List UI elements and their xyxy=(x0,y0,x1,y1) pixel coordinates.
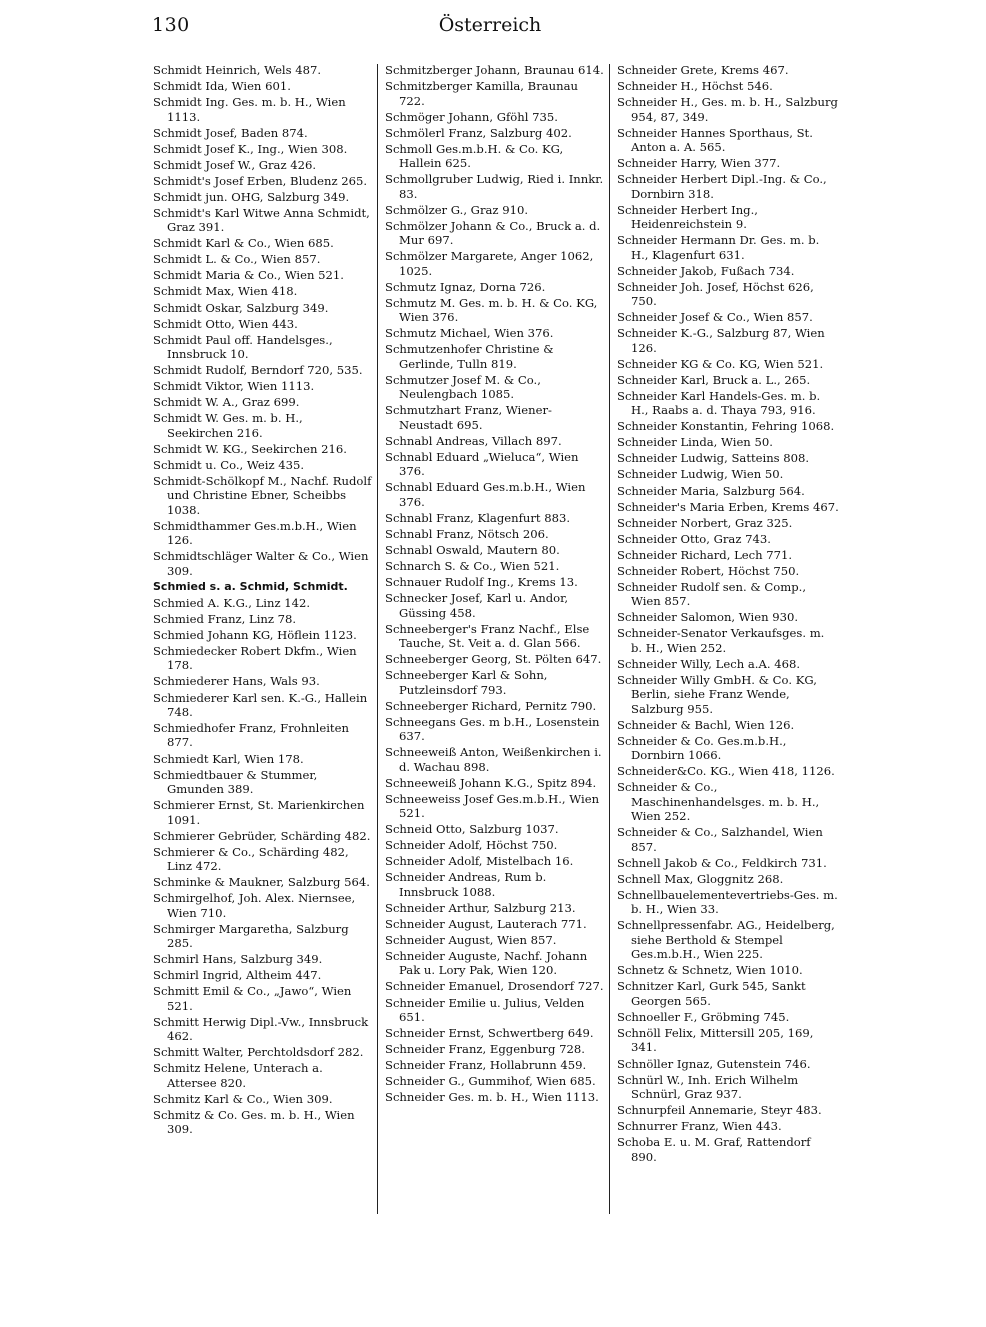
directory-entry: Schneider & Co. Ges.m.b.H., Dornbirn 1066. xyxy=(617,733,787,763)
directory-entry: Schmutzenhofer Christine & Gerlinde, Tulln 819. xyxy=(385,342,554,371)
directory-entry: Schnecker Josef, Karl u. Andor, Güssing 458. xyxy=(385,591,569,620)
directory-entry: Schneeberger Richard, Pernitz 790. xyxy=(385,698,597,713)
directory-entry: Schneider Franz, Hollabrunn 459. xyxy=(385,1058,587,1073)
directory-entry: Schneider Emanuel, Drosendorf 727. xyxy=(385,979,604,994)
directory-entry: Schneider & Bachl, Wien 126. xyxy=(617,717,795,732)
directory-entry: Schneeweiss Josef Ges.m.b.H., Wien 521. xyxy=(385,791,600,821)
directory-entry: Schmidt u. Co., Weiz 435. xyxy=(153,457,305,472)
directory-entry: Schmitz & Co. Ges. m. b. H., Wien 309. xyxy=(153,1107,355,1137)
directory-entry: Schmirl Hans, Salzburg 349. xyxy=(153,952,323,967)
directory-entry: Schmitt Emil & Co., „Jawo“, Wien 521. xyxy=(153,984,352,1013)
directory-entry: Schneider Richard, Lech 771. xyxy=(617,547,793,562)
directory-entry: Schneider Jakob, Fußach 734. xyxy=(617,263,795,278)
directory-entry: Schmidt Rudolf, Berndorf 720, 535. xyxy=(153,363,363,378)
directory-entry: Schneeberger's Franz Nachf., Else Tauche, St. Veit a. d. Glan 566. xyxy=(385,621,590,651)
directory-entry: Schmidt Paul off. Handelsges., Innsbruck 10. xyxy=(153,332,333,362)
directory-entry: Schneider August, Lauterach 771. xyxy=(385,916,587,931)
directory-entry: Schneider G., Gummihof, Wien 685. xyxy=(385,1074,596,1089)
directory-entry: Schneider H., Höchst 546. xyxy=(617,79,773,94)
directory-entry: Schmidt jun. OHG, Salzburg 349. xyxy=(153,189,350,204)
page-number: 130 xyxy=(152,14,190,36)
directory-entry: Schneider Auguste, Nachf. Johann Pak u. Lory Pak, Wien 120. xyxy=(385,948,588,978)
directory-entry: Schnabl Oswald, Mautern 80. xyxy=(385,542,560,557)
directory-entry: Schmidt W. A., Graz 699. xyxy=(153,395,300,410)
directory-entry: Schmidt L. & Co., Wien 857. xyxy=(153,252,321,267)
directory-entry: Schneider & Co., Salzhandel, Wien 857. xyxy=(617,825,823,854)
page-title: Österreich xyxy=(438,14,542,36)
directory-entry: Schmidt Max, Wien 418. xyxy=(153,284,298,299)
directory-entry: Schmutz M. Ges. m. b. H. & Co. KG, Wien 376. xyxy=(385,295,598,325)
directory-entry: Schneider H., Ges. m. b. H., Salzburg 954, 87, 349. xyxy=(617,95,838,124)
directory-entry: Schnöll Felix, Mittersill 205, 169, 341. xyxy=(617,1026,814,1055)
directory-entry: Schmutz Ignaz, Dorna 726. xyxy=(385,279,546,294)
directory-entry: Schneider Hermann Dr. Ges. m. b. H., Klagenfurt 631. xyxy=(617,233,820,262)
directory-entry: Schneider Herbert Ing., Heidenreichstein 9. xyxy=(617,202,758,232)
directory-entry: Schneider Rudolf sen. & Comp., Wien 857. xyxy=(617,579,807,609)
directory-entry: Schmutzer Josef M. & Co., Neulengbach 1085. xyxy=(385,372,541,402)
directory-entry: Schmidt Josef, Baden 874. xyxy=(153,125,308,140)
directory-entry: Schmölzer G., Graz 910. xyxy=(385,202,529,217)
directory-entry: Schmiedecker Robert Dkfm., Wien 178. xyxy=(153,643,357,673)
directory-entry: Schnöller Ignaz, Gutenstein 746. xyxy=(617,1056,811,1071)
directory-entry: Schneider Linda, Wien 50. xyxy=(617,435,773,450)
directory-entry: Schnurpfeil Annemarie, Steyr 483. xyxy=(617,1103,822,1118)
directory-entry: Schmoll Ges.m.b.H. & Co. KG, Hallein 625. xyxy=(385,141,564,171)
directory-entry: Schmied A. K.G., Linz 142. xyxy=(153,595,311,610)
directory-entry: Schmirl Ingrid, Altheim 447. xyxy=(153,968,322,983)
directory-entry: Schmollgruber Ludwig, Ried i. Innkr. 83. xyxy=(385,172,604,201)
directory-entry: Schnell Jakob & Co., Feldkirch 731. xyxy=(617,855,827,870)
directory-entry: Schnell Max, Gloggnitz 268. xyxy=(617,871,784,886)
directory-entry: Schmölerl Franz, Salzburg 402. xyxy=(385,125,572,140)
directory-entry: Schneeweiß Anton, Weißenkirchen i. d. Wachau 898. xyxy=(385,745,602,774)
directory-entry: Schneider Ernst, Schwertberg 649. xyxy=(385,1026,594,1041)
directory-entry: Schmutzhart Franz, Wiener-Neustadt 695. xyxy=(385,403,552,432)
directory-entry: Schmidthammer Ges.m.b.H., Wien 126. xyxy=(153,518,357,548)
directory-entry: Schnauer Rudolf Ing., Krems 13. xyxy=(385,575,578,590)
directory-entry: Schmidt Josef K., Ing., Wien 308. xyxy=(153,141,348,156)
directory-entry: Schmirgelhof, Joh. Alex. Niernsee, Wien 710. xyxy=(153,891,356,920)
directory-entry: Schneider Willy, Lech a.A. 468. xyxy=(617,656,801,671)
directory-entry: Schnoeller F., Gröbming 745. xyxy=(617,1009,790,1024)
directory-entry: Schneid Otto, Salzburg 1037. xyxy=(385,822,559,837)
directory-entry: Schneeweiß Johann K.G., Spitz 894. xyxy=(385,775,597,790)
directory-entry: Schmiederer Karl sen. K.-G., Hallein 748. xyxy=(153,690,368,719)
directory-entry: Schneider Arthur, Salzburg 213. xyxy=(385,900,576,915)
directory-entry: Schnellpressenfabr. AG., Heidelberg, siehe Berthold & Stempel Ges.m.b.H., Wien 225. xyxy=(617,918,835,962)
directory-entry: Schneider K.-G., Salzburg 87, Wien 126. xyxy=(617,326,825,355)
directory-entry: Schneider Harry, Wien 377. xyxy=(617,156,781,171)
directory-entry: Schneider Josef & Co., Wien 857. xyxy=(617,310,813,325)
directory-entry: Schneider Salomon, Wien 930. xyxy=(617,610,799,625)
directory-entry: Schneider Franz, Eggenburg 728. xyxy=(385,1042,585,1057)
column-divider-1 xyxy=(377,64,378,1214)
directory-entry: Schmidt Maria & Co., Wien 521. xyxy=(153,268,344,283)
directory-entry: Schmidt W. Ges. m. b. H., Seekirchen 216. xyxy=(153,411,303,440)
directory-entry: Schmidtschläger Walter & Co., Wien 309. xyxy=(153,549,369,578)
directory-entry: Schneider Robert, Höchst 750. xyxy=(617,563,800,578)
directory-entry: Schmidt Josef W., Graz 426. xyxy=(153,157,317,172)
directory-entry: Schneider Norbert, Graz 325. xyxy=(617,515,793,530)
directory-entry: Schmitz Karl & Co., Wien 309. xyxy=(153,1091,333,1106)
directory-entry: Schmitz Helene, Unterach a. Attersee 820. xyxy=(153,1061,323,1090)
directory-entry: Schmied Johann KG, Höflein 1123. xyxy=(153,627,357,642)
directory-entry: Schneider Herbert Dipl.-Ing. & Co., Dornbirn 318. xyxy=(617,172,827,201)
directory-column-3 xyxy=(617,63,839,1166)
directory-entry: Schneider KG & Co. KG, Wien 521. xyxy=(617,356,824,371)
directory-entry: Schneider Hannes Sporthaus, St. Anton a. A. 565. xyxy=(617,125,813,155)
directory-entry: Schmied s. a. Schmid, Schmidt. xyxy=(153,579,348,593)
directory-entry: Schmidt's Josef Erben, Bludenz 265. xyxy=(153,173,368,188)
directory-entry: Schnabl Franz, Klagenfurt 883. xyxy=(385,510,571,525)
directory-entry: Schmiedt Karl, Wien 178. xyxy=(153,751,304,766)
directory-entry: Schmidt-Schölkopf M., Nachf. Rudolf und Christine Ebner, Scheibbs 1038. xyxy=(153,473,372,517)
directory-entry: Schmidt Karl & Co., Wien 685. xyxy=(153,236,334,251)
directory-entry: Schmutz Michael, Wien 376. xyxy=(385,326,554,341)
directory-entry: Schneider Grete, Krems 467. xyxy=(617,63,789,77)
directory-entry: Schmidt Heinrich, Wels 487. xyxy=(153,63,322,77)
directory-entry: Schmierer Gebrüder, Schärding 482. xyxy=(153,828,371,843)
directory-entry: Schnellbauelementevertriebs-Ges. m. b. H., Wien 33. xyxy=(617,887,838,917)
directory-entry: Schnabl Eduard „Wieluca“, Wien 376. xyxy=(385,449,579,479)
directory-column-2 xyxy=(385,63,604,1106)
directory-entry: Schnürl W., Inh. Erich Wilhelm Schnürl, Graz 937. xyxy=(617,1072,799,1102)
directory-entry: Schneider Joh. Josef, Höchst 626, 750. xyxy=(617,279,814,309)
directory-entry: Schmöger Johann, Gföhl 735. xyxy=(385,109,558,124)
directory-column-1 xyxy=(153,63,372,1138)
directory-entry: Schneegans Ges. m b.H., Losenstein 637. xyxy=(385,714,600,744)
directory-entry: Schmidt Oskar, Salzburg 349. xyxy=(153,300,329,315)
directory-entry: Schneider Andreas, Rum b. Innsbruck 1088. xyxy=(385,870,547,899)
column-divider-2 xyxy=(609,64,610,1214)
directory-entry: Schmidt W. KG., Seekirchen 216. xyxy=(153,441,347,456)
directory-entry: Schmiederer Hans, Wals 93. xyxy=(153,674,320,689)
directory-entry: Schmitt Herwig Dipl.-Vw., Innsbruck 462. xyxy=(153,1014,369,1044)
directory-entry: Schneider-Senator Verkaufsges. m. b. H., Wien 252. xyxy=(617,626,825,655)
directory-entry: Schmidt Ida, Wien 601. xyxy=(153,79,291,94)
directory-entry: Schnabl Eduard Ges.m.b.H., Wien 376. xyxy=(385,480,586,509)
directory-entry: Schneider Otto, Graz 743. xyxy=(617,531,771,546)
directory-entry: Schneider Karl Handels-Ges. m. b. H., Raabs a. d. Thaya 793, 916. xyxy=(617,388,821,418)
directory-entry: Schmiedhofer Franz, Frohnleiten 877. xyxy=(153,721,349,750)
directory-entry: Schmirger Margaretha, Salzburg 285. xyxy=(153,921,349,951)
directory-entry: Schneider's Maria Erben, Krems 467. xyxy=(617,499,839,514)
directory-entry: Schmölzer Johann & Co., Bruck a. d. Mur 697. xyxy=(385,218,601,248)
directory-entry: Schneeberger Karl & Sohn, Putzleinsdorf 793. xyxy=(385,668,548,697)
directory-entry: Schneider Ludwig, Wien 50. xyxy=(617,467,784,482)
directory-entry: Schnabl Andreas, Villach 897. xyxy=(385,433,562,448)
directory-entry: Schneider Konstantin, Fehring 1068. xyxy=(617,419,835,434)
directory-entry: Schoba E. u. M. Graf, Rattendorf 890. xyxy=(617,1135,811,1164)
directory-entry: Schminke & Maukner, Salzburg 564. xyxy=(153,875,370,890)
directory-entry: Schneider Emilie u. Julius, Velden 651. xyxy=(385,995,585,1024)
directory-entry: Schneeberger Georg, St. Pölten 647. xyxy=(385,652,602,667)
directory-entry: Schneider Ges. m. b. H., Wien 1113. xyxy=(385,1090,599,1105)
directory-entry: Schmierer & Co., Schärding 482, Linz 472. xyxy=(153,844,349,874)
directory-entry: Schneider & Co., Maschinenhandelsges. m. b. H., Wien 252. xyxy=(617,780,820,824)
directory-entry: Schneider Karl, Bruck a. L., 265. xyxy=(617,372,811,387)
directory-entry: Schnitzer Karl, Gurk 545, Sankt Georgen 565. xyxy=(617,979,806,1008)
directory-entry: Schmitt Walter, Perchtoldsdorf 282. xyxy=(153,1045,364,1060)
directory-entry: Schmidt Ing. Ges. m. b. H., Wien 1113. xyxy=(153,95,346,124)
directory-entry: Schmied Franz, Linz 78. xyxy=(153,611,297,626)
directory-entry: Schmölzer Margarete, Anger 1062, 1025. xyxy=(385,249,594,278)
directory-entry: Schmierer Ernst, St. Marienkirchen 1091. xyxy=(153,798,365,827)
directory-entry: Schmidt Otto, Wien 443. xyxy=(153,316,298,331)
directory-entry: Schneider Willy GmbH. & Co. KG, Berlin, siehe Franz Wende, Salzburg 955. xyxy=(617,672,817,716)
directory-entry: Schmitzberger Kamilla, Braunau 722. xyxy=(385,79,578,108)
directory-entry: Schnabl Franz, Nötsch 206. xyxy=(385,526,549,541)
directory-entry: Schmiedtbauer & Stummer, Gmunden 389. xyxy=(153,767,318,797)
directory-entry: Schnurrer Franz, Wien 443. xyxy=(617,1119,782,1134)
directory-entry: Schnetz & Schnetz, Wien 1010. xyxy=(617,963,803,978)
directory-entry: Schmidt's Karl Witwe Anna Schmidt, Graz 391. xyxy=(153,205,370,235)
directory-entry: Schneider Adolf, Mistelbach 16. xyxy=(385,854,574,869)
directory-entry: Schmitzberger Johann, Braunau 614. xyxy=(385,63,604,77)
directory-entry: Schneider&Co. KG., Wien 418, 1126. xyxy=(617,764,835,779)
directory-entry: Schneider Ludwig, Satteins 808. xyxy=(617,451,810,466)
directory-entry: Schneider Adolf, Höchst 750. xyxy=(385,838,558,853)
directory-entry: Schneider Maria, Salzburg 564. xyxy=(617,483,805,498)
directory-entry: Schnarch S. & Co., Wien 521. xyxy=(385,558,560,573)
directory-entry: Schneider August, Wien 857. xyxy=(385,932,557,947)
directory-entry: Schmidt Viktor, Wien 1113. xyxy=(153,379,315,394)
